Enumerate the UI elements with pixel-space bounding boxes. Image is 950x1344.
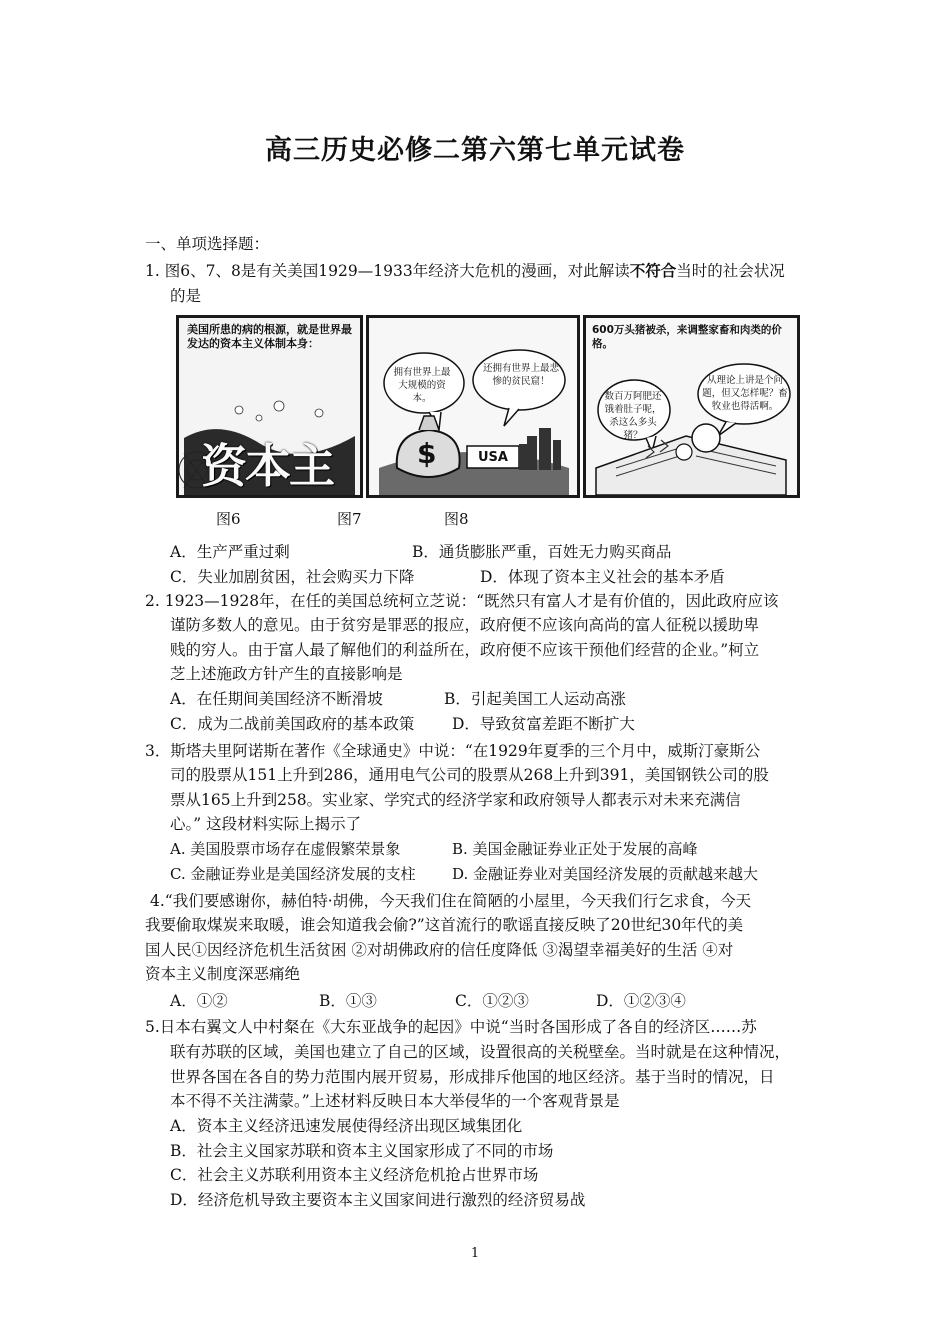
q2-line-3: 贱的穷人。由于富人最了解他们的利益所在，政府便不应该干预他们经营的企业。”柯立 (170, 641, 760, 659)
figure-8-caption-text: 600万头猪被杀，来调整家畜和肉类的价格。 (592, 324, 782, 350)
q1-stem-post: 当时的社会状况 (676, 262, 785, 280)
figure-8-bubble-left: 数百万阿肥还饿着肚子呢，杀这么多头猪？ (604, 391, 662, 441)
q5-option-a: A．资本主义经济迅速发展使得经济出现区域集团化 (170, 1117, 523, 1135)
q4-line-3: 国人民①因经济危机生活贫困 ②对胡佛政府的信任度降低 ③渴望幸福美好的生活 ④对 (145, 941, 734, 959)
q3-line-1: 3．斯塔夫里阿诺斯在著作《全球通史》中说：“在1929年夏季的三个月中，威斯汀豪斯公 (145, 742, 761, 760)
q2-option-d: D．导致贫富差距不断扩大 (452, 715, 635, 733)
q3-line-4: 心。” 这段材料实际上揭示了 (170, 815, 362, 833)
figure-8-bubble-right: 从理论上讲是个问题，但又怎样呢？畜牧业也得活啊。 (702, 375, 788, 412)
figure-6-panel (176, 315, 363, 498)
q3-line-2: 司的股票从151上升到286，通用电气公司的股票从268上升到391，美国钢铁公司的股 (170, 766, 769, 784)
page-title: 高三历史必修二第六第七单元试卷 (265, 135, 685, 166)
q1-stem-pre: 1. 图6、7、8是有关美国1929—1933年经济大危机的漫画，对此解读 (145, 262, 630, 280)
q5-line-2: 联有苏联的区域，美国也建立了自己的区域，设置很高的关税壁垒。当时就是在这种情况， (170, 1043, 791, 1061)
q2-line-2: 谨防多数人的意见。由于贫穷是罪恶的报应，政府便不应该向高尚的富人征税以援助卑 (170, 616, 760, 634)
q5-line-4: 本不得不关注满蒙。”上述材料反映日本大举侵华的一个客观背景是 (170, 1092, 620, 1110)
figure-7-art (369, 318, 577, 495)
q3-line-3: 票从165上升到258。实业家、学究式的经济学家和政府领导人都表示对未来充满信 (170, 791, 741, 809)
svg-text:$: $ (417, 437, 437, 470)
q5-option-c: C．社会主义苏联利用资本主义经济危机抢占世界市场 (170, 1166, 539, 1184)
q1-stem-line2: 的是 (170, 287, 202, 305)
q1-option-d: D．体现了资本主义社会的基本矛盾 (480, 568, 725, 586)
q4-option-b: B．①③ (319, 992, 377, 1010)
q1-option-a: A．生产严重过剩 (170, 543, 290, 561)
figure-7-label: 图7 (337, 510, 362, 528)
figure-8-panel (583, 315, 800, 498)
figure-6-caption-text: 美国所患的病的根源，就是世界最发达的资本主义体制本身： (187, 323, 352, 350)
figure-7-bag-label: USA (478, 450, 508, 465)
q1-option-b: B．通货膨胀严重，百姓无力购买商品 (412, 543, 672, 561)
q4-option-c: C．①②③ (455, 992, 529, 1010)
page-number: 1 (470, 1246, 480, 1261)
q4-line-2: 我要偷取煤炭来取暖，谁会知道我会偷?”这首流行的歌谣直接反映了20世纪30年代的美 (145, 916, 744, 934)
figure-7-bubble-right: 还拥有世界上最悲惨的贫民窟！ (482, 363, 559, 387)
q1-stem (145, 260, 785, 282)
q3-option-d: D. 金融证券业对美国经济发展的贡献越来越大 (452, 865, 759, 883)
q2-option-a: A．在任期间美国经济不断滑坡 (170, 690, 383, 708)
q4-option-d: D．①②③④ (596, 992, 686, 1010)
figure-8-label: 图8 (444, 510, 469, 528)
q2-line-1: 2. 1923—1928年，在任的美国总统柯立芝说：“既然只有富人才是有价值的，因此政府应该 (145, 592, 779, 610)
q2-option-b: B．引起美国工人运动高涨 (444, 690, 626, 708)
q5-line-1: 5.日本右翼文人中村粲在《大东亚战争的起因》中说“当时各国形成了各自的经济区……苏 (145, 1018, 757, 1036)
q4-option-a: A．①② (170, 992, 228, 1010)
q4-line-1: 4.“我们要感谢你，赫伯特·胡佛，今天我们住在简陋的小屋里，今天我们行乞求食，今天 (150, 892, 752, 910)
q5-line-3: 世界各国在各自的势力范围内展开贸易，形成排斥他国的地区经济。基于当时的情况，日 (170, 1068, 775, 1086)
q3-option-a: A. 美国股票市场存在虚假繁荣景象 (170, 840, 401, 858)
q5-option-b: B．社会主义国家苏联和资本主义国家形成了不同的市场 (170, 1142, 554, 1160)
q1-option-c: C．失业加剧贫困，社会购买力下降 (170, 568, 415, 586)
figure-6-big-text: 资本主 (201, 439, 333, 493)
q5-option-d: D．经济危机导致主要资本主义国家间进行激烈的经济贸易战 (170, 1191, 586, 1209)
figure-6-label: 图6 (216, 510, 241, 528)
q3-option-b: B. 美国金融证券业正处于发展的高峰 (452, 840, 698, 858)
q2-line-4: 芝上述施政方针产生的直接影响是 (170, 665, 403, 683)
q3-option-c: C. 金融证券业是美国经济发展的支柱 (170, 865, 416, 883)
q4-line-4: 资本主义制度深恶痛绝 (145, 965, 301, 983)
figure-7-panel (366, 315, 580, 498)
figure-7-bubble-left: 拥有世界上最大规模的资本。 (393, 367, 451, 404)
q2-option-c: C．成为二战前美国政府的基本政策 (170, 715, 415, 733)
q1-stem-emphasis: 不符合 (629, 261, 677, 280)
section-heading: 一、单项选择题： (145, 235, 270, 253)
